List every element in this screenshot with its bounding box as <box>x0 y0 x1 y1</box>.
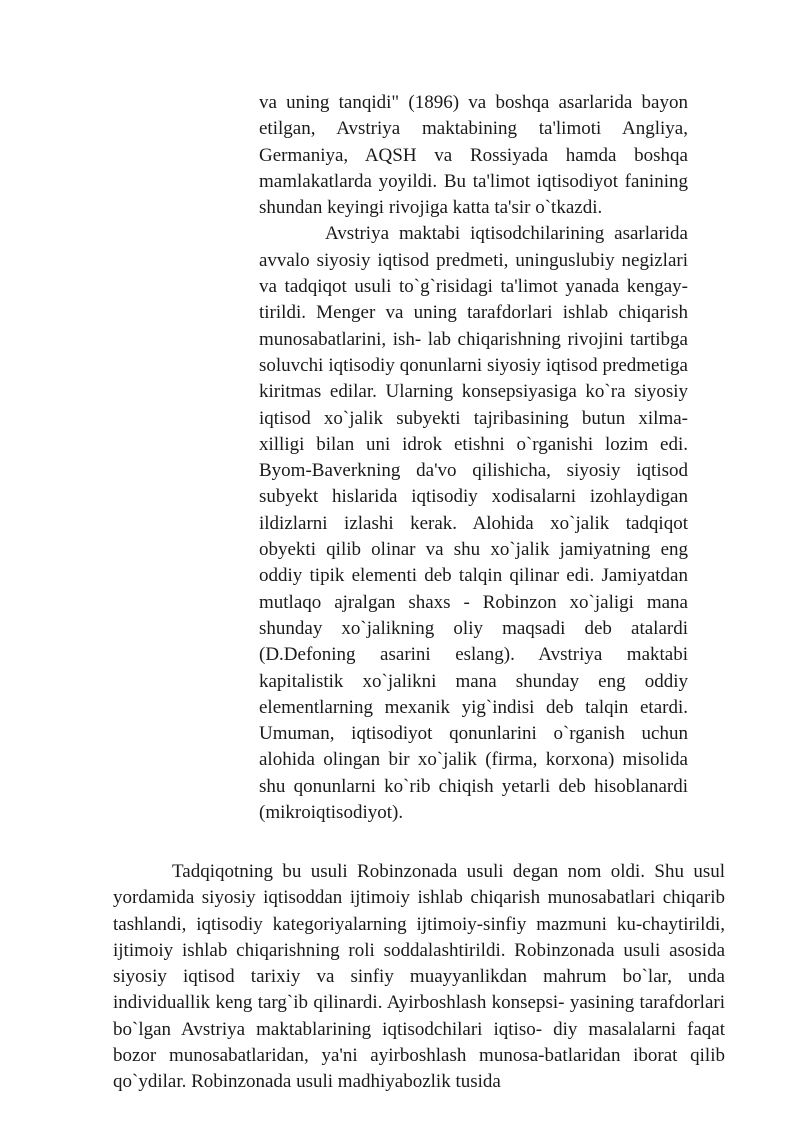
paragraph-robinzonada-method: Tadqiqotning bu usuli Robinzonada usuli degan nom oldi. Shu usul yordamida siyosiy iqtisoddan ijtimoiy ishlab chiqarish munosabatlari chiqarib tashlandi, iqtisodiy kategoriyalarning ijtimoiy-sinfiy mazmuni ku-chaytirildi, ijtimoiy ishlab chiqarishning roli soddalashtirildi. Robinzonada usuli asosida siyosiy iqtisod tarixiy va sinfiy muayyanlikdan mahrum bo`lar, unda individuallik keng targ`ib qilinardi. Ayirboshlash konsepsi- yasining tarafdorlari bo`lgan Avstriya maktablarining iqtisodchilari iqtiso- diy masalalarni faqat bozor munosabatlaridan, ya'ni ayirboshlash munosa-batlaridan iborat qilib qo`ydilar. Robinzonada usuli madhiyabozlik tusida <box>113 861 725 1093</box>
paragraph-continuation: va uning tanqidi" (1896) va boshqa asarlarida bayon etilgan, Avstriya maktabining ta'limoti Angliya, Germaniya, AQSH va Rossiyada hamda boshqa mamlakatlarda yoyildi. Bu ta'limot iqtisodiyot fanining shundan keyingi rivojiga katta ta'sir o`tkazdi. <box>259 92 688 219</box>
indented-text-block <box>259 90 688 826</box>
full-width-text-block <box>113 859 725 1096</box>
paragraph-austrian-school: Avstriya maktabi iqtisodchilarining asarlarida avvalo siyosiy iqtisod predmeti, uninguslubiy negizlari va tadqiqot usuli to`g`risidagi ta'limot yanada kengay- tirildi. Menger va uning tarafdorlari ishlab chiqarish munosabatlarini, ish- lab chiqarishning rivojini tartibga soluvchi iqtisodiy qonunlarni siyosiy iqtisod predmetiga kiritmas edilar. Ularning konsepsiyasiga ko`ra siyosiy iqtisod xo`jalik subyekti tajribasining butun xilma-xilligi bilan uni idrok etishni o`rganishi lozim edi. Byom-Baverkning da'vo qilishicha, siyosiy iqtisod subyekt hislarida iqtisodiy xodisalarni izohlaydigan ildizlarni izlashi kerak. Alohida xo`jalik tadqiqot obyekti qilib olinar va shu xo`jalik jamiyatning eng oddiy tipik elementi deb talqin qilinar edi. Jamiyatdan mutlaqo ajralgan shaxs - Robinzon xo`jaligi mana shunday xo`jalikning oliy maqsadi deb atalardi (D.Defoning asarini eslang). Avstriya maktabi kapitalistik xo`jalikni mana shunday eng oddiy elementlarning mexanik yig`indisi deb talqin etardi. Umuman, iqtisodiyot qonunlarini o`rganish uchun alohida olingan bir xo`jalik (firma, korxona) misolida shu qonunlarni ko`rib chiqish yetarli deb hisoblanardi (mikroiqtisodiyot). <box>259 223 688 824</box>
